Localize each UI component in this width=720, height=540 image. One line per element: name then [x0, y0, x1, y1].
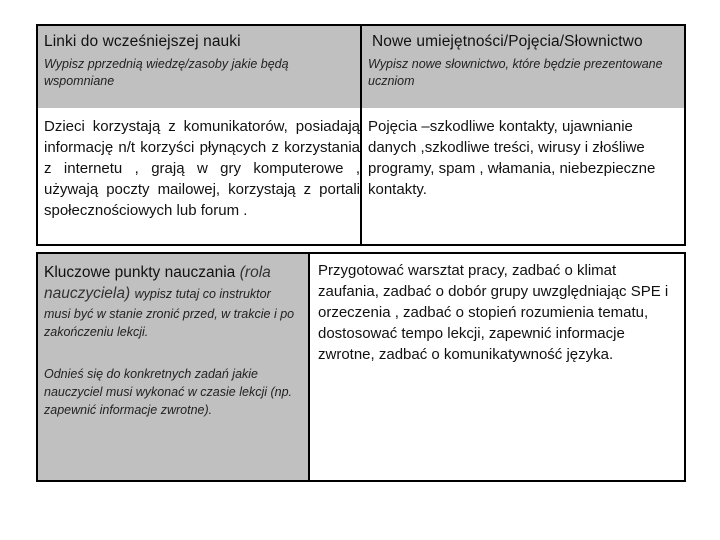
key-teaching-points-title: Kluczowe punkty nauczania: [44, 264, 236, 281]
new-skills-text: Pojęcia –szkodliwe kontakty, ujawnianie danych ,szkodliwe treści, wirusy i złośliwe programy, spam , włamania, niebezpieczne kontakty.: [368, 118, 656, 198]
key-teaching-points-hint-start: wypisz tutaj co instruktor: [134, 287, 271, 301]
key-teaching-points-hint-continued: musi być w stanie zronić przed, w trakcie i po zakończeniu lekcji.: [44, 307, 295, 339]
key-teaching-points-heading: [44, 262, 306, 305]
prior-learning-text: Dzieci korzystają z komunikatorów, posiadają informację n/t korzyści płynących z korzystania z internetu , grają w gry komputerowe , używają poczty mailowej, korzystają z portali społecznościowych lub forum .: [44, 118, 360, 219]
key-teaching-points-cell: [36, 252, 310, 482]
prior-learning-hint: Wypisz pprzednią wiedzę/zasoby jakie będą wspomniane: [44, 57, 289, 88]
key-teaching-points-content-cell: [308, 252, 686, 482]
new-skills-content-cell: [360, 108, 686, 246]
prior-learning-header-cell: [36, 24, 362, 110]
teacher-role-subtitle: (rola nauczyciela): [44, 264, 271, 302]
new-skills-hint: Wypisz nowe słownictwo, które będzie prezentowane uczniom: [368, 57, 663, 88]
new-skills-title: Nowe umiejętności/Pojęcia/Słownictwo: [372, 33, 643, 50]
key-teaching-points-hint-tasks: Odnieś się do konkretnych zadań jakie nauczyciel musi wykonać w czasie lekcji (np. zapewnić informacje zwrotne).: [44, 367, 293, 417]
prior-learning-title: Linki do wcześniejszej nauki: [44, 33, 241, 50]
key-teaching-points-text: Przygotować warsztat pracy, zadbać o klimat zaufania, zadbać o dobór grupy uwzględniając SPE i orzeczenia , zadbać o stopień rozumienia tematu, dostosować tempo lekcji, zapewnić informacje zwrotne, zadbać o komunikatywność języka.: [318, 262, 669, 363]
prior-learning-content-cell: [36, 108, 362, 246]
new-skills-header-cell: [360, 24, 686, 110]
